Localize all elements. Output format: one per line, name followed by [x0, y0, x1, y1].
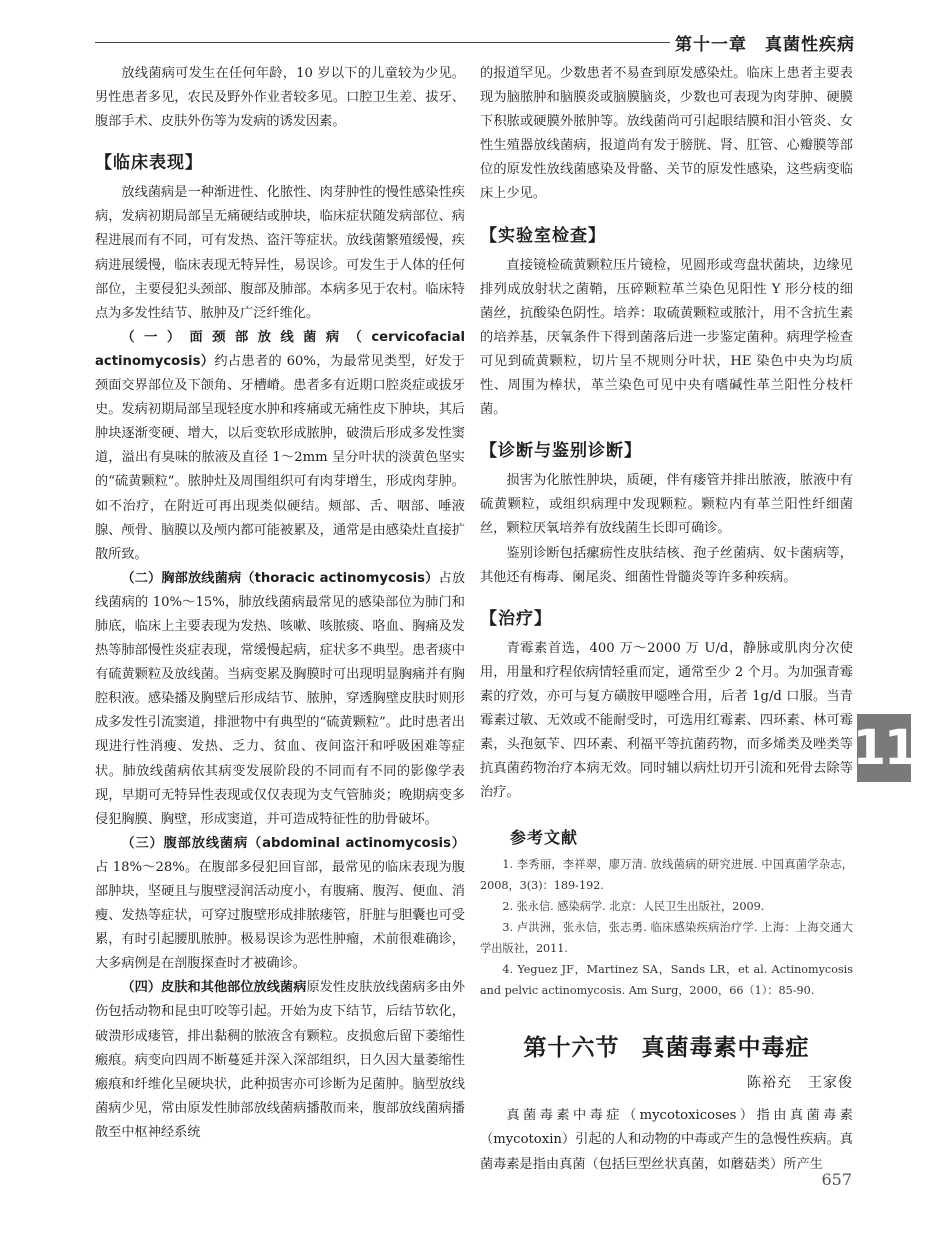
- intro-paragraph: 放线菌病可发生在任何年龄，10 岁以下的儿童较为少见。男性患者多见，农民及野外作业者较多见。口腔卫生差、拔牙、腹部手术、皮肤外伤等为发病的诱发因素。: [95, 66, 465, 130]
- thoracic-body: 占放线菌病的 10%～15%，肺放线菌病最常见的感染部位为肺门和肺底，临床上主要表现为发热、咳嗽、咳脓痰、咯血、胸痛及发热等肺部慢性炎症表现，常缓慢起病，症状多不典型。患者痰中有硫黄颗粒及放线菌。当病变累及胸膜时可出现明显胸痛并有胸腔积液。感染播及胸壁后形成结节、脓肿，穿透胸壁皮肤时则形成多发性引流窦道，排泄物中有典型的“硫黄颗粒”。此时患者出现进行性消瘦、发热、乏力、贫血、夜间盗汗和呼吸困难等症状。肺放线菌病依其病变发展阶段的不同而有不同的影像学表现，早期可无特异性表现或仅仅表现为支气管肺炎；晚期病变多侵犯胸膜、胸壁，形成窦道，并可造成特征性的肋骨破坏。: [95, 570, 466, 827]
- skin-body: 原发性皮肤放线菌病多由外伤包括动物和昆虫叮咬等引起。开始为皮下结节，后结节软化，破溃形成瘘管，排出黏稠的脓液含有颗粒。皮损愈后留下萎缩性瘢痕。病变向四周不断蔓延并深入深部组织，日久因大量萎缩性瘢痕和纤维化呈硬块状，此种损害亦可诊断为足菌肿。脑型放线菌病少见，常由原发性肺部放线菌病播散而来，腹部放线菌病播散至中枢神经系统: [95, 980, 466, 1140]
- clinical-paragraph: 放线菌病是一种渐进性、化脓性、肉芽肿性的慢性感染性疾病，发病初期局部呈无痛硬结或肿块，临床症状随发病部位、病程进展而有不同，可有发热、盗汗等症状。放线菌繁殖缓慢，疾病进展缓慢，临床表现无特异性，易误诊。可发生于人体的任何部位，主要侵犯头颈部、腹部及肺部。本病多见于农村。临床特点为多发性结节、脓肿及广泛纤维化。: [95, 185, 465, 321]
- section-number: 第十六节: [523, 1034, 620, 1062]
- skin-title: （四）皮肤和其他部位放线菌病: [121, 980, 307, 996]
- diagnosis-heading: 【诊断与鉴别诊断】: [480, 441, 642, 462]
- thoracic-paragraph: [95, 567, 465, 832]
- running-head: [675, 30, 855, 55]
- abdominal-paragraph: [95, 832, 465, 977]
- section-intro-paragraph: 真菌毒素中毒症（mycotoxicoses）指由真菌毒素（mycotoxin）引起的人和动物的中毒或产生的急慢性疾病。真菌毒素是指由真菌（包括巨型丝状真菌，如蘑菇类）所产生: [480, 1108, 853, 1172]
- chapter-thumb-tab: 11: [857, 714, 911, 782]
- author-name: 陈裕充: [747, 1075, 792, 1092]
- treatment-heading: 【治疗】: [480, 608, 552, 629]
- abdominal-title: （三）腹部放线菌病（abdominal actinomycosis）: [121, 835, 465, 851]
- treatment-paragraph: 青霉素首选，400 万～2000 万 U/d，静脉或肌肉分次使用，用量和疗程依病情轻重而定，通常至少 2 个月。为加强青霉素的疗效，亦可与复方磺胺甲噁唑合用，后者 1g/d 口服。当青霉素过敏、无效或不能耐受时，可选用红霉素、四环素、林可霉素，头孢氨苄、四环素、利福平等抗菌药物，而多烯类及唑类等抗真菌药物治疗本病无效。同时辅以病灶切开引流和死骨去除等治疗。: [480, 640, 853, 801]
- author-name: 王家俊: [808, 1075, 853, 1092]
- lab-paragraph: 直接镜检硫黄颗粒压片镜检，见圆形或弯盘状菌块，边缘见排列成放射状之菌鞘，压碎颗粒革兰染色见阳性 Y 形分枝的细菌丝，抗酸染色阴性。培养：取硫黄颗粒或脓汁，用不含抗生素的培养基，厌氧条件下得到菌落后进一步鉴定菌种。病理学检查可见到硫黄颗粒，切片呈不规则分叶状，HE 染色中央为均质性、周围为棒状，革兰染色可见中央有嗜碱性革兰阳性分枝杆菌。: [480, 257, 853, 418]
- right-column: [480, 62, 853, 1177]
- chapter-number: 第十一章: [675, 35, 747, 55]
- cervicofacial-body: 约占患者的 60%，为最常见类型，好发于颈面交界部位及下颌角、牙槽嵴。患者多有近期口腔炎症或拔牙史。发病初期局部呈现轻度水肿和疼痛或无痛性皮下肿块，其后肿块逐渐变硬、增大，以后变软形成脓肿，破溃后形成多发性窦道，溢出有臭味的脓液及直径 1～2mm 呈分叶状的淡黄色坚实的“硫黄颗粒”。脓肿灶及周围组织可有肉芽增生，形成肉芽肿。如不治疗，在附近可再出现类似硬结。颊部、舌、咽部、唾液腺、颅骨、脑膜以及颅内都可能被累及，通常是由感染灶直接扩散所致。: [95, 353, 465, 562]
- diagnosis-paragraph: 损害为化脓性肿块，质硬，伴有瘘管并排出脓液，脓液中有硫黄颗粒，或组织病理中发现颗粒。颗粒内有革兰阳性纤细菌丝，颗粒厌氧培养有放线菌生长即可确诊。: [480, 473, 853, 537]
- section-title: [480, 1029, 853, 1062]
- reference-item: 3. 卢洪洲，张永信，张志勇. 临床感染疾病治疗学. 上海：上海交通大学出版社，2011.: [480, 921, 853, 956]
- section-authors: [480, 1072, 853, 1092]
- header-rule: [95, 42, 670, 43]
- cervicofacial-paragraph: [95, 326, 465, 567]
- differential-paragraph: 鉴别诊断包括瘰疬性皮肤结核、孢子丝菌病、奴卡菌病等，其他还有梅毒、阑尾炎、细菌性骨髓炎等许多种疾病。: [480, 545, 853, 585]
- chapter-title: 真菌性疾病: [765, 35, 855, 55]
- cervicofacial-title: （一）面颈部放线菌病（cervicofacial actinomycosis）: [95, 329, 465, 369]
- section-name: 真菌毒素中毒症: [641, 1034, 810, 1062]
- reference-item: 1. 李秀丽，李祥翠，廖万清. 放线菌病的研究进展. 中国真菌学杂志，2008，3(3)：189-192.: [480, 858, 853, 893]
- lab-heading: 【实验室检查】: [480, 225, 606, 246]
- abdominal-body: 占 18%～28%。在腹部多侵犯回盲部，最常见的临床表现为腹部肿块，坚硬且与腹壁浸润活动度小，有腹痛、腹泻、便血、消瘦、发热等症状，可穿过腹壁形成排脓瘘管，肝脏与胆囊也可受累，有时引起腰肌脓肿。极易误诊为恶性肿瘤，术前很难确诊，大多病例是在剖腹探查时才被确诊。: [95, 859, 465, 972]
- reference-item: 2. 张永信. 感染病学. 北京：人民卫生出版社，2009.: [502, 900, 765, 914]
- clinical-heading: 【临床表现】: [95, 153, 203, 174]
- skin-paragraph: [95, 976, 465, 1145]
- page-number: 657: [821, 1170, 852, 1189]
- continued-paragraph: 的报道罕见。少数患者不易查到原发感染灶。临床上患者主要表现为脑脓肿和脑膜炎或脑膜脑炎，少数也可表现为肉芽肿、硬膜下积脓或硬膜外脓肿等。放线菌尚可引起眼结膜和泪小管炎、女性生殖器放线菌病，报道尚有发于膀胱、肾、肛管、心瓣膜等部位的原发性放线菌感染及骨骼、关节的原发性感染，这些病变临床上少见。: [480, 66, 853, 202]
- references-title: 参考文献: [510, 828, 579, 848]
- thoracic-title: （二）胸部放线菌病（thoracic actinomycosis）: [121, 570, 439, 586]
- left-column: [95, 62, 465, 1145]
- reference-item: 4. Yeguez JF，Martinez SA，Sands LR，et al. Actinomycosis and pelvic actinomycosis. Am Surg，2000，66（1）：85-90.: [480, 963, 853, 998]
